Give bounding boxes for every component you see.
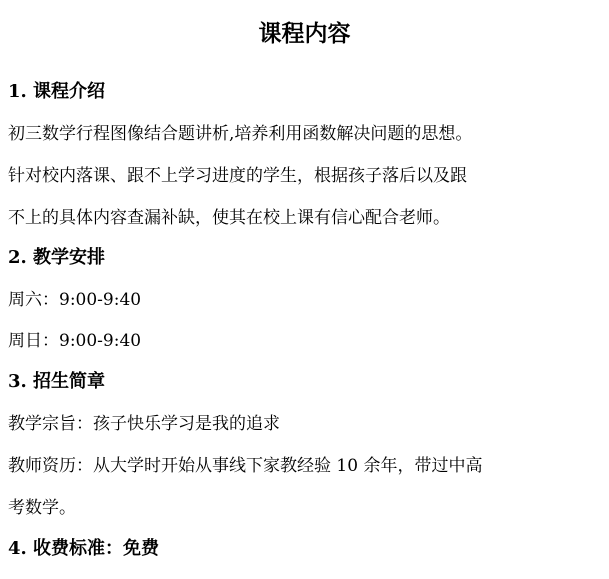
paragraph-line: 针对校内落课、跟不上学习进度的学生，根据孩子落后以及跟 [8,166,467,186]
section-heading-schedule: 2. 教学安排 [8,247,106,268]
section-heading-course-intro: 1. 课程介绍 [8,81,106,102]
paragraph-line: 教学宗旨：孩子快乐学习是我的追求 [8,414,280,434]
paragraph-line: 教师资历：从大学时开始从事线下家教经验 10 余年，带过中高 [8,456,483,476]
schedule-line: 周日：9:00-9:40 [8,331,142,351]
page-title: 课程内容 [258,21,351,47]
schedule-line: 周六：9:00-9:40 [8,290,142,310]
paragraph-line: 初三数学行程图像结合题讲析,培养利用函数解决问题的思想。 [8,124,473,144]
paragraph-line: 不上的具体内容查漏补缺，使其在校上课有信心配合老师。 [8,208,450,228]
section-heading-fees: 4. 收费标准：免费 [8,538,160,559]
paragraph-line: 考数学。 [8,498,76,518]
section-heading-enrollment: 3. 招生简章 [8,371,106,392]
